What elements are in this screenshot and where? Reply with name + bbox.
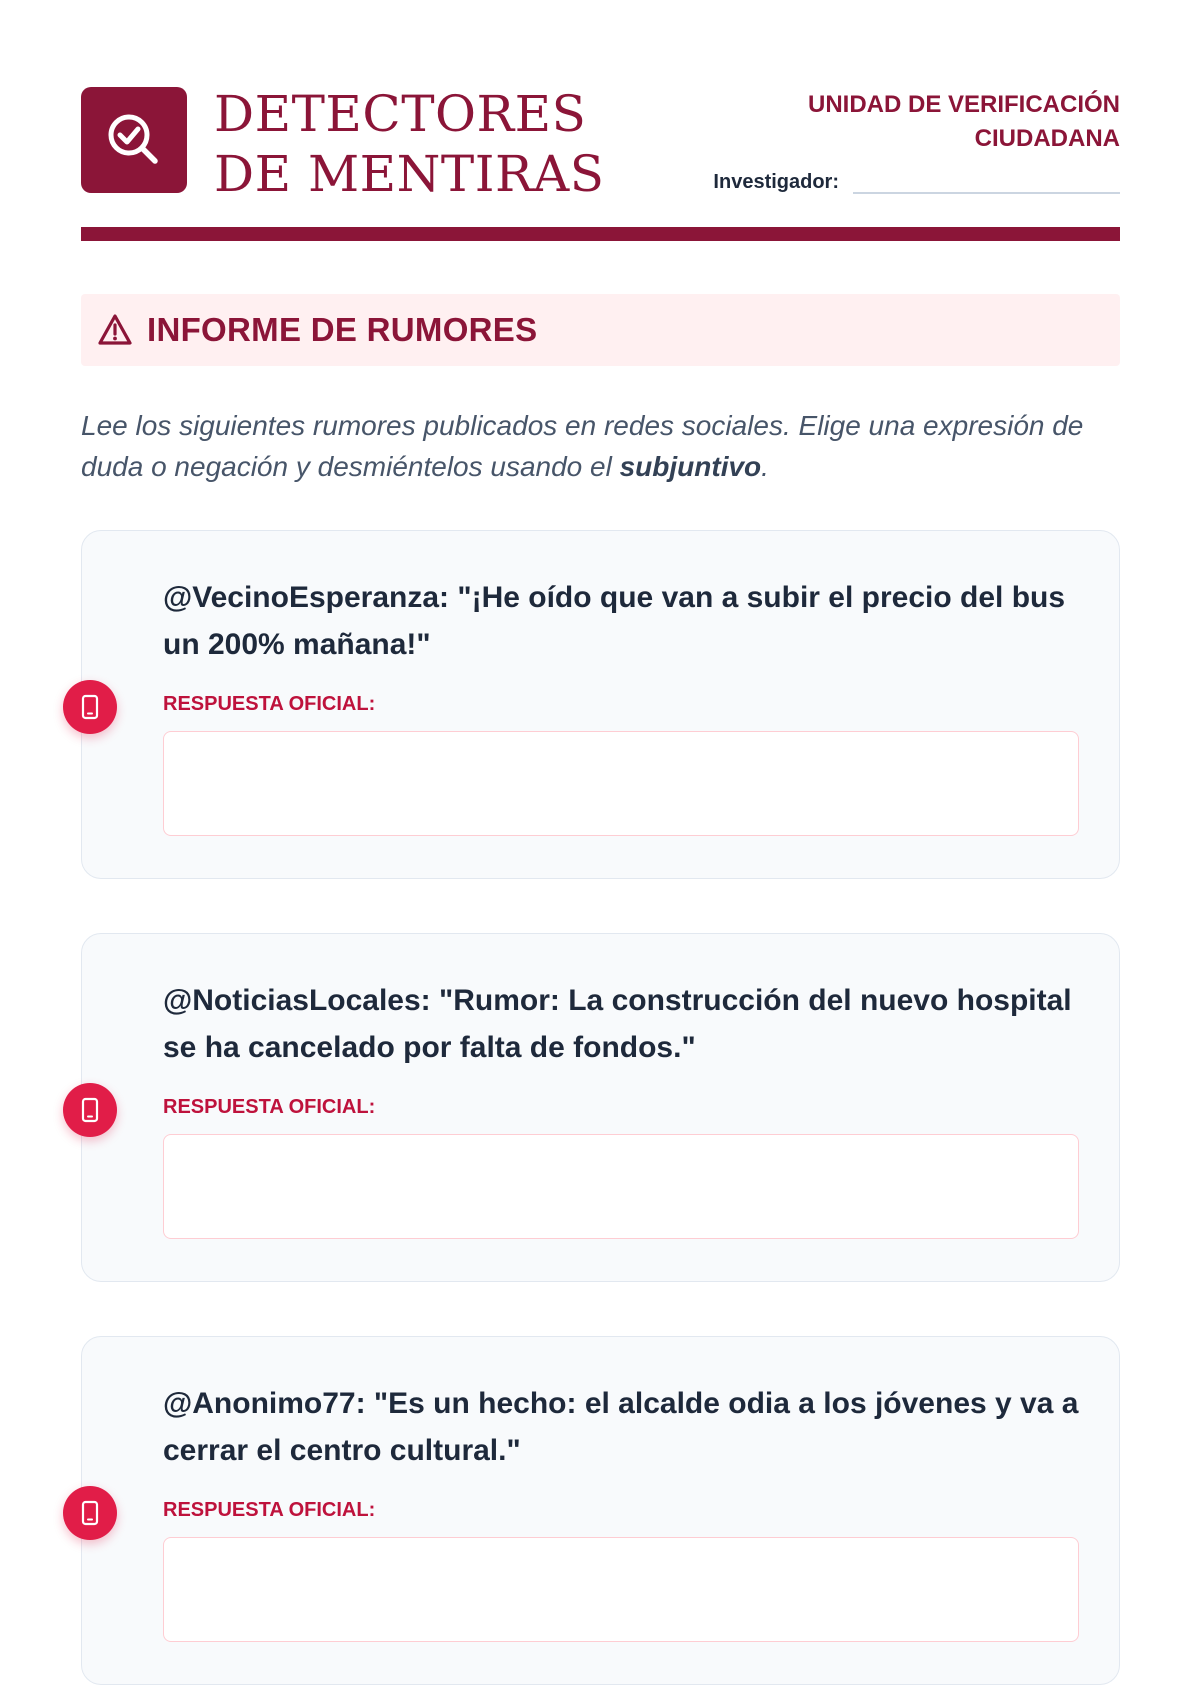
investigator-row <box>713 166 1120 194</box>
answer-label: RESPUESTA OFICIAL: <box>163 693 376 715</box>
rumor-quote: @Anonimo77: "Es un hecho: el alcalde odia a los jóvenes y va a cerrar el centro cultural." <box>163 1387 1079 1467</box>
section-title: INFORME DE RUMORES <box>147 311 538 348</box>
official-answer-field[interactable] <box>163 731 1079 836</box>
header-divider <box>81 227 1120 241</box>
official-answer-field[interactable] <box>163 1134 1079 1239</box>
smartphone-icon <box>63 1083 117 1137</box>
logo <box>81 87 187 193</box>
rumor-card <box>81 933 1120 1282</box>
unit-name: UNIDAD DE VERIFICACIÓN CIUDADANA <box>807 91 1120 152</box>
rumor-quote: @VecinoEsperanza: "¡He oído que van a subir el precio del bus un 200% mañana!" <box>163 581 1066 661</box>
page-title: DETECTORES DE MENTIRAS <box>214 85 605 203</box>
official-answer-field[interactable] <box>163 1537 1079 1642</box>
warning-triangle-icon <box>97 313 133 347</box>
rumor-card <box>81 530 1120 879</box>
instructions-end: . <box>761 451 769 482</box>
investigator-label: Investigador: <box>713 171 839 193</box>
rumor-quote: @NoticiasLocales: "Rumor: La construcción del nuevo hospital se ha cancelado por falta de fondos." <box>163 984 1072 1064</box>
search-check-icon <box>103 109 165 171</box>
instructions-text: Lee los siguientes rumores publicados en redes sociales. Elige una expresión de duda o negación y desmiéntelos usando el <box>81 410 1084 482</box>
answer-label: RESPUESTA OFICIAL: <box>163 1499 376 1521</box>
worksheet-header <box>81 0 1120 241</box>
section-banner <box>81 294 1120 366</box>
rumor-card <box>81 1336 1120 1685</box>
investigator-field[interactable] <box>853 166 1120 194</box>
worksheet-page <box>81 0 1120 1521</box>
answer-label: RESPUESTA OFICIAL: <box>163 1096 376 1118</box>
instructions-emphasis: subjuntivo <box>619 451 762 482</box>
smartphone-icon <box>63 680 117 734</box>
smartphone-icon <box>63 1486 117 1540</box>
instructions <box>81 405 1101 487</box>
